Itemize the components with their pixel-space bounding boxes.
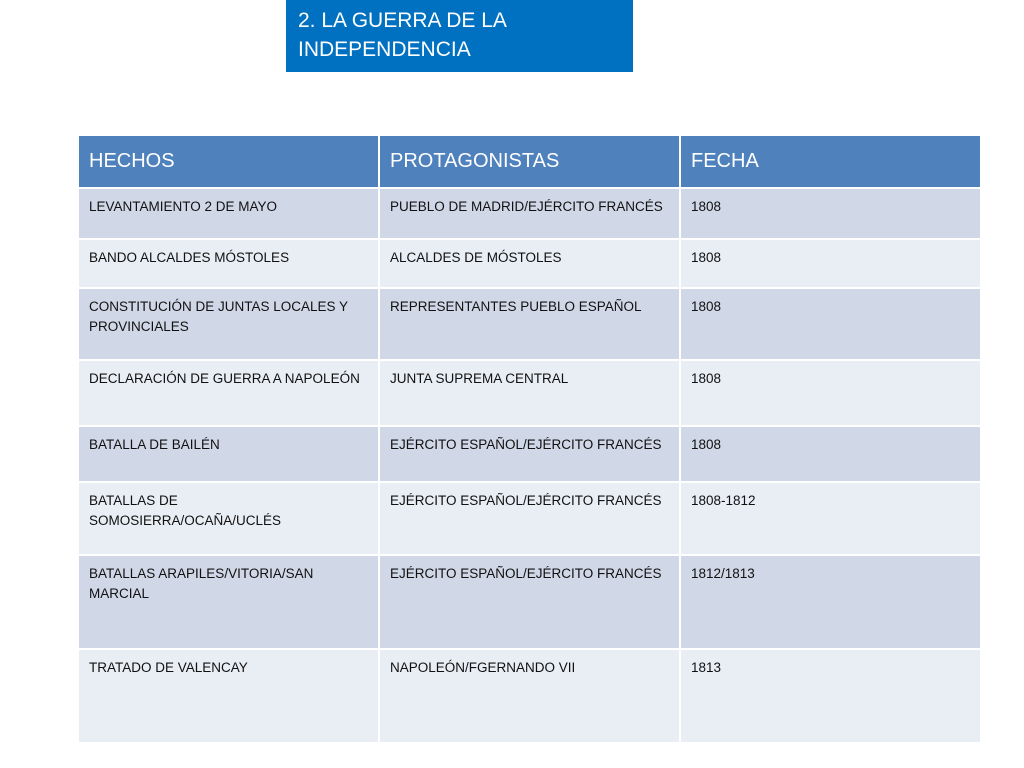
table-row bbox=[78, 426, 981, 482]
cell-protagonistas: NAPOLEÓN/FGERNANDO VII bbox=[379, 649, 680, 743]
cell-hecho: BATALLA DE BAILÉN bbox=[78, 426, 379, 482]
cell-protagonistas: EJÉRCITO ESPAÑOL/EJÉRCITO FRANCÉS bbox=[379, 426, 680, 482]
cell-protagonistas: JUNTA SUPREMA CENTRAL bbox=[379, 360, 680, 426]
cell-fecha: 1813 bbox=[680, 649, 981, 743]
cell-protagonistas: EJÉRCITO ESPAÑOL/EJÉRCITO FRANCÉS bbox=[379, 555, 680, 649]
cell-fecha: 1812/1813 bbox=[680, 555, 981, 649]
cell-fecha: 1808 bbox=[680, 426, 981, 482]
cell-hecho: DECLARACIÓN DE GUERRA A NAPOLEÓN bbox=[78, 360, 379, 426]
events-table-container bbox=[77, 134, 980, 744]
table-row bbox=[78, 239, 981, 288]
cell-fecha: 1808 bbox=[680, 288, 981, 360]
cell-hecho: BANDO ALCALDES MÓSTOLES bbox=[78, 239, 379, 288]
table-row bbox=[78, 288, 981, 360]
cell-hecho: BATALLAS ARAPILES/VITORIA/SAN MARCIAL bbox=[78, 555, 379, 649]
table-header-row bbox=[78, 135, 981, 188]
cell-fecha: 1808 bbox=[680, 239, 981, 288]
header-hechos: HECHOS bbox=[78, 135, 379, 188]
header-fecha: FECHA bbox=[680, 135, 981, 188]
table-row bbox=[78, 649, 981, 743]
cell-hecho: CONSTITUCIÓN DE JUNTAS LOCALES Y PROVINCIALES bbox=[78, 288, 379, 360]
cell-hecho: LEVANTAMIENTO 2 DE MAYO bbox=[78, 188, 379, 239]
title-line-1: 2. LA GUERRA DE LA bbox=[298, 9, 507, 32]
cell-protagonistas: ALCALDES DE MÓSTOLES bbox=[379, 239, 680, 288]
title-line-2: INDEPENDENCIA bbox=[298, 38, 471, 61]
slide-title bbox=[286, 0, 633, 72]
cell-fecha: 1808 bbox=[680, 360, 981, 426]
table-row bbox=[78, 482, 981, 555]
cell-protagonistas: PUEBLO DE MADRID/EJÉRCITO FRANCÉS bbox=[379, 188, 680, 239]
cell-fecha: 1808-1812 bbox=[680, 482, 981, 555]
cell-hecho: BATALLAS DE SOMOSIERRA/OCAÑA/UCLÉS bbox=[78, 482, 379, 555]
cell-fecha: 1808 bbox=[680, 188, 981, 239]
table-row bbox=[78, 555, 981, 649]
table-row bbox=[78, 188, 981, 239]
cell-hecho: TRATADO DE VALENCAY bbox=[78, 649, 379, 743]
events-table bbox=[77, 134, 982, 744]
header-protagonistas: PROTAGONISTAS bbox=[379, 135, 680, 188]
table-row bbox=[78, 360, 981, 426]
cell-protagonistas: REPRESENTANTES PUEBLO ESPAÑOL bbox=[379, 288, 680, 360]
cell-protagonistas: EJÉRCITO ESPAÑOL/EJÉRCITO FRANCÉS bbox=[379, 482, 680, 555]
